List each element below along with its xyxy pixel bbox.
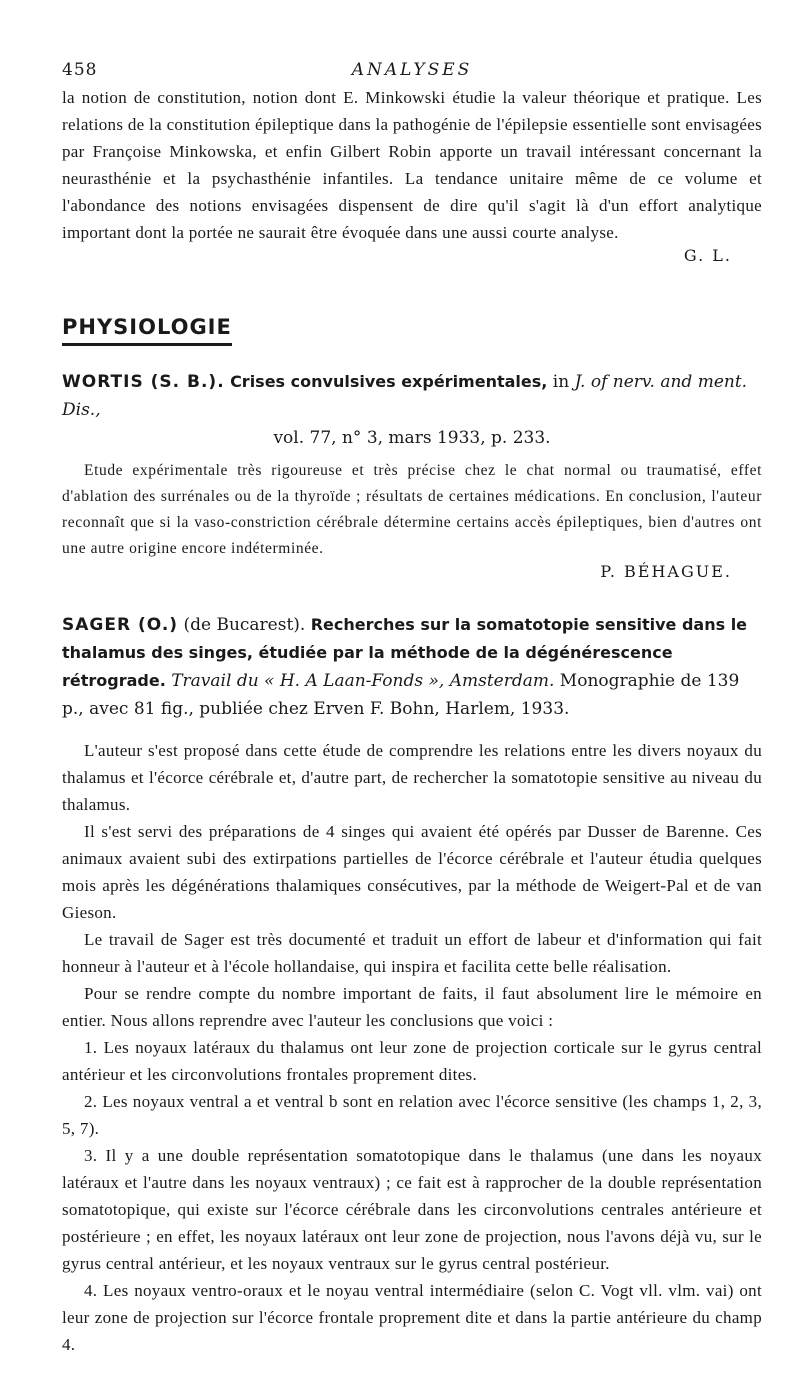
review-entry-sager: [62, 611, 762, 1358]
entry-source-details: Monographie de 139 p., avec 81 fig., publiée chez Erven F. Bohn, Harlem, 1933.: [62, 671, 740, 719]
entry-paragraph: Pour se rendre compte du nombre important de faits, il faut absolument lire le mémoire en entier. Nous allons reprendre avec l'auteur les conclusions que voici :: [62, 984, 762, 1030]
entry-paragraph: Etude expérimentale très rigoureuse et très précise chez le chat normal ou traumatisé, effet d'ablation des surrénales ou de la thyroïde ; résultats de certaines médications. En conclusion, l'auteur reconnaît que si la vaso-constriction cérébrale détermine certains accès épileptiques, bien d'autres ont une autre origine encore indéterminée.: [62, 462, 762, 557]
section-heading-wrapper: [62, 265, 762, 346]
review-entry-wortis: [62, 368, 762, 581]
conclusion-item: 1. Les noyaux latéraux du thalamus ont leur zone de projection corticale sur le gyrus central antérieur et les circonvolutions frontales proprement dites.: [62, 1038, 762, 1084]
intro-signature: G. L.: [683, 246, 732, 265]
conclusion-item: 4. Les noyaux ventro-oraux et le noyau ventral intermédiaire (selon C. Vogt vll. vlm. vai) ont leur zone de projection sur l'écorce frontale proprement dite et dans la partie antérieure du champ 4.: [62, 1281, 762, 1354]
page-number: 458: [62, 60, 98, 80]
running-head: [62, 60, 762, 84]
entry-title: Crises convulsives expérimentales,: [230, 372, 548, 391]
entry-paragraph: Le travail de Sager est très documenté et traduit un effort de labeur et d'information qui fait honneur à l'auteur et à l'école hollandaise, qui inspira et facilita cette belle réalisation.: [62, 930, 762, 976]
entry-source-line: vol. 77, n° 3, mars 1933, p. 233.: [273, 428, 551, 448]
entry-heading: [62, 611, 762, 723]
conclusion-item: 2. Les noyaux ventral a et ventral b sont en relation avec l'écorce sensitive (les champs 1, 2, 3, 5, 7).: [62, 1092, 762, 1138]
entry-heading: [62, 368, 762, 424]
entry-author: SAGER (O.): [62, 615, 179, 635]
running-title: ANALYSES: [351, 60, 473, 80]
entry-source-italic: Travail du « H. A Laan-Fonds », Amsterdam.: [171, 671, 555, 691]
intro-paragraph: la notion de constitution, notion dont E. Minkowski étudie la valeur théorique et pratique. Les relations de la constitution épileptique dans la pathogénie de l'épilepsie essentielle sont envisagées par Françoise Minkowska, et enfin Gilbert Robin apporte un travail intéressant concernant la neurasthénie et la psychasthénie infantiles. La tendance unitaire même de ce volume et l'abondance des notions envisagées dispensent de dire qu'il s'agit là d'un effort analytique important dont la portée ne saurait être évoquée dans une aussi courte analyse.: [62, 88, 762, 242]
entry-source-prefix: in: [552, 372, 570, 392]
section-heading: PHYSIOLOGIE: [62, 315, 232, 346]
entry-affiliation: (de Bucarest).: [183, 615, 306, 635]
entry-title: Recherches sur la somatotopie sensitive dans le thalamus des singes, étudiée par la méthode de la dégénérescence rétrograde.: [62, 615, 748, 690]
entry-paragraph: L'auteur s'est proposé dans cette étude de comprendre les relations entre les divers noyaux du thalamus et l'écorce cérébrale et, d'autre part, de rechercher la somatotopie sensitive au niveau du thalamus.: [62, 741, 762, 814]
conclusion-item: 3. Il y a une double représentation somatotopique dans le thalamus (une dans les noyaux latéraux et l'autre dans les noyaux ventraux) ; ce fait est à rapprocher de la double représentation somatotopique, qui existe sur l'écorce cérébrale dans les circonvolutions centrales antérieure et postérieure ; en effet, les noyaux latéraux ont leur zone de projection, nous l'avons déjà vu, sur le gyrus central antérieur, et les noyaux ventraux sur le gyrus central postérieur.: [62, 1146, 762, 1273]
entry-signature: P. BÉHAGUE.: [600, 562, 732, 581]
entry-paragraph: Il s'est servi des préparations de 4 singes qui avaient été opérés par Dusser de Barenne. Ces animaux avaient subi des extirpations partielles de l'écorce cérébrale et l'auteur étudia quelques mois après les dégénérations thalamiques consécutives, par la méthode de Weigert-Pal et de van Gieson.: [62, 822, 762, 922]
entry-journal: J. of nerv. and ment. Dis.,: [62, 372, 748, 420]
spacer: [62, 723, 762, 737]
page: [62, 60, 762, 1358]
entry-author: WORTIS (S. B.).: [62, 372, 225, 392]
